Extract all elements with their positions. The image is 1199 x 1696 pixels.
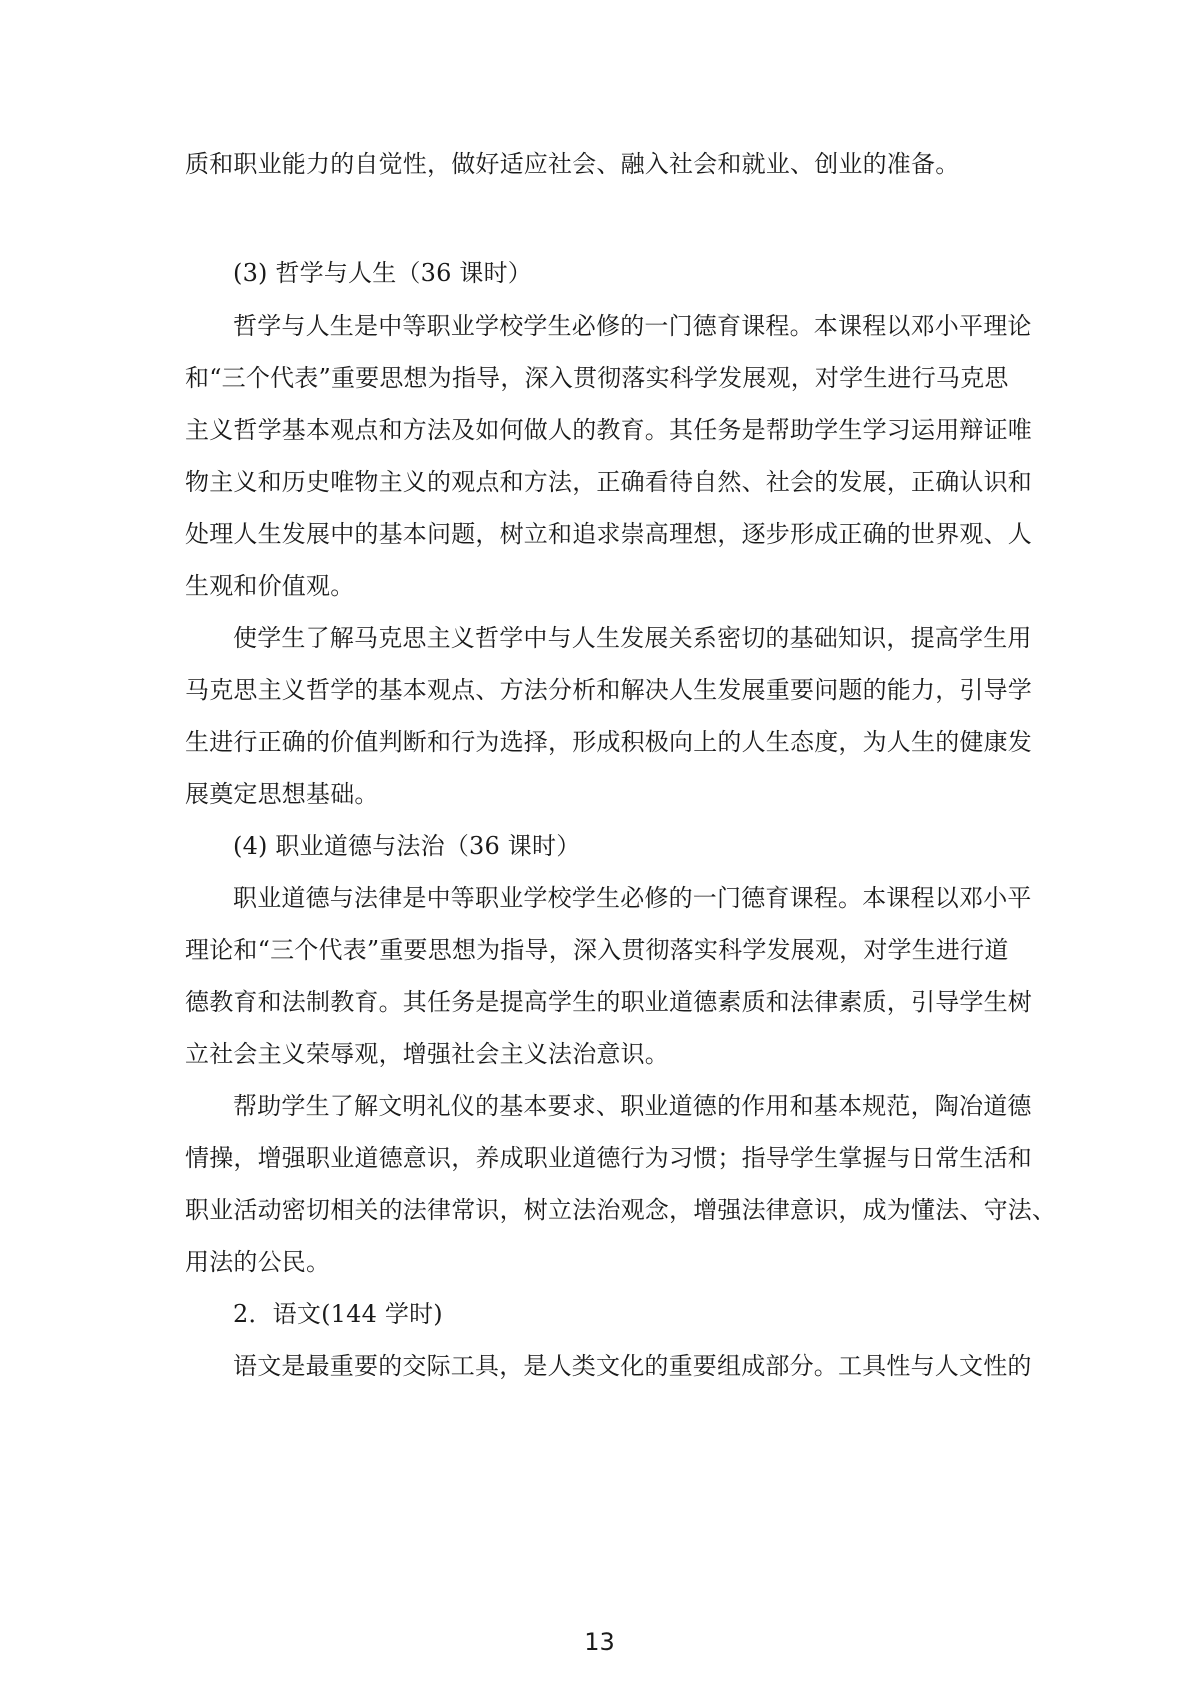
page-number: 13 (584, 1628, 615, 1656)
text-line: 哲学与人生是中等职业学校学生必修的一门德育课程。本课程以邓小平理论 (233, 312, 1032, 340)
text-line: 主义哲学基本观点和方法及如何做人的教育。其任务是帮助学生学习运用辩证唯 (185, 416, 1032, 444)
text-line: 职业道德与法律是中等职业学校学生必修的一门德育课程。本课程以邓小平 (233, 884, 1032, 912)
text-line: 物主义和历史唯物主义的观点和方法，正确看待自然、社会的发展，正确认识和 (185, 468, 1032, 496)
section-heading-philosophy: (3) 哲学与人生（36 课时） (233, 259, 532, 287)
text-line: 立社会主义荣辱观，增强社会主义法治意识。 (185, 1040, 669, 1068)
text-line: 德教育和法制教育。其任务是提高学生的职业道德素质和法律素质，引导学生树 (185, 988, 1032, 1016)
section-heading-ethics-law: (4) 职业道德与法治（36 课时） (233, 832, 581, 860)
text-line: 处理人生发展中的基本问题，树立和追求崇高理想，逐步形成正确的世界观、人 (185, 520, 1032, 548)
text-line: 生进行正确的价值判断和行为选择，形成积极向上的人生态度，为人生的健康发 (185, 728, 1032, 756)
text-line: 情操，增强职业道德意识，养成职业道德行为习惯；指导学生掌握与日常生活和 (185, 1144, 1032, 1172)
text-line: 语文是最重要的交际工具，是人类文化的重要组成部分。工具性与人文性的 (233, 1352, 1032, 1380)
text-line: 职业活动密切相关的法律常识，树立法治观念，增强法律意识，成为懂法、守法、 (185, 1196, 1057, 1224)
text-line: 帮助学生了解文明礼仪的基本要求、职业道德的作用和基本规范，陶冶道德 (233, 1092, 1032, 1120)
text-line: 和“三个代表”重要思想为指导，深入贯彻落实科学发展观，对学生进行马克思 (185, 364, 1009, 392)
text-line: 使学生了解马克思主义哲学中与人生发展关系密切的基础知识，提高学生用 (233, 624, 1032, 652)
text-line: 展奠定思想基础。 (185, 780, 379, 808)
text-line: 生观和价值观。 (185, 572, 355, 600)
text-line: 理论和“三个代表”重要思想为指导，深入贯彻落实科学发展观，对学生进行道 (185, 936, 1009, 964)
text-line: 马克思主义哲学的基本观点、方法分析和解决人生发展重要问题的能力，引导学 (185, 676, 1032, 704)
section-heading-chinese: 2．语文(144 学时) (233, 1300, 443, 1328)
text-line: 用法的公民。 (185, 1248, 331, 1276)
text-line: 质和职业能力的自觉性，做好适应社会、融入社会和就业、创业的准备。 (185, 150, 960, 178)
